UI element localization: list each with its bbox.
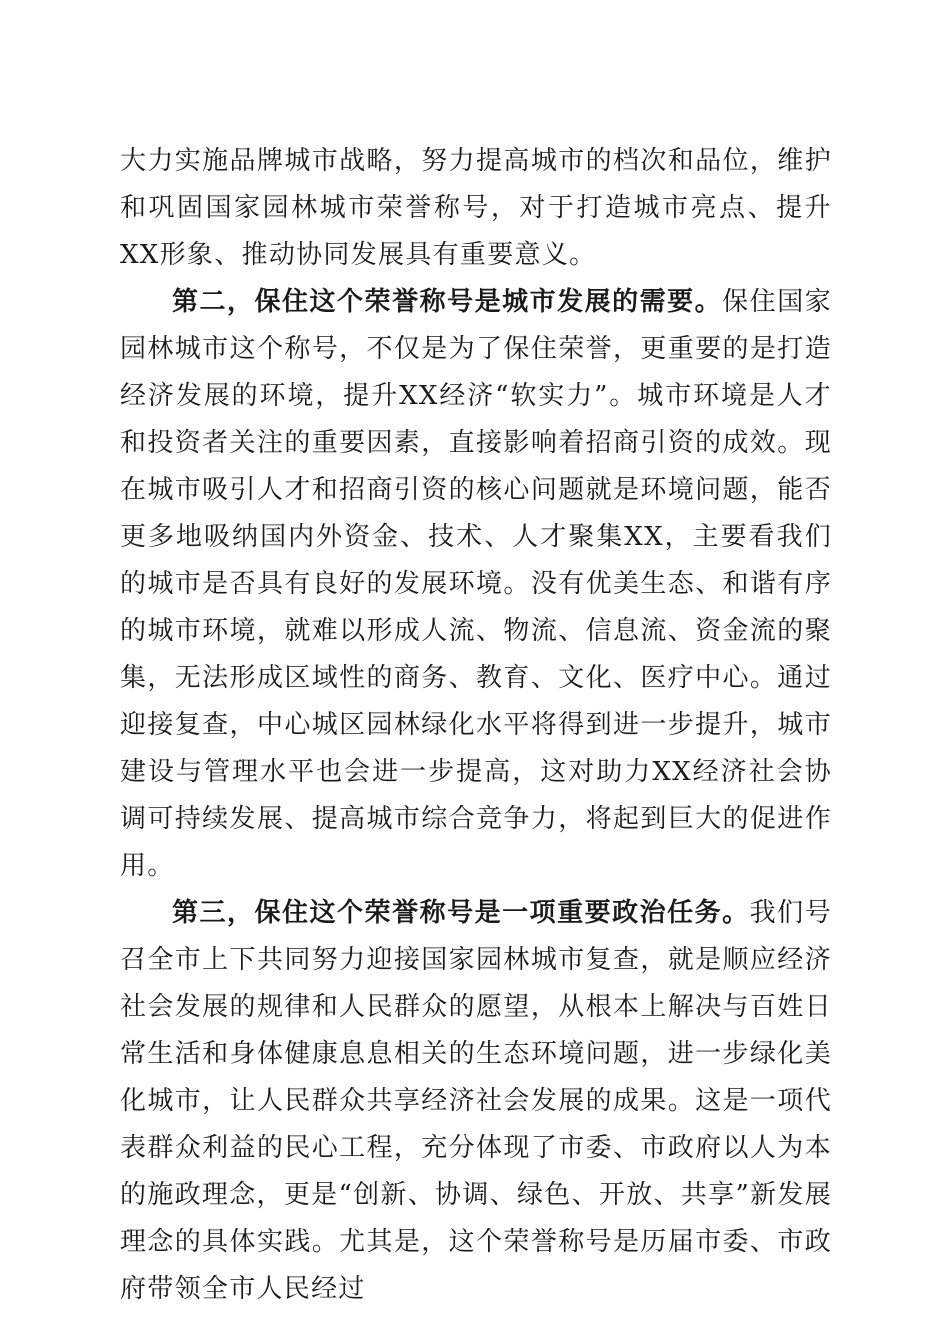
paragraph-3-text: 我们号召全市上下共同努力迎接国家园林城市复查，就是顺应经济社会发展的规律和人民群众的愿望，从根本上解决与百姓日常生活和身体健康息息相关的生态环境问题，进一步绿化美化城市，让人民群众共享经济社会发展的成果。这是一项代表群众利益的民心工程，充分体现了市委、市政府以人为本的施政理念，更是“创新、协调、绿色、开放、共享”新发展理念的具体实践。尤其是，这个荣誉称号是历届市委、市政府带领全市人民经过 <box>120 898 832 1304</box>
paragraph-1-text: 大力实施品牌城市战略，努力提高城市的档次和品位，维护和巩固国家园林城市荣誉称号，对于打造城市亮点、提升XX形象、推动协同发展具有重要意义。 <box>120 146 832 270</box>
paragraph-2-text: 保住国家园林城市这个称号，不仅是为了保住荣誉，更重要的是打造经济发展的环境，提升XX经济“软实力”。城市环境是人才和投资者关注的重要因素，直接影响着招商引资的成效。现在城市吸引人才和招商引资的核心问题就是环境问题，能否更多地吸纳国内外资金、技术、人才聚集XX，主要看我们的城市是否具有良好的发展环境。没有优美生态、和谐有序的城市环境，就难以形成人流、物流、信息流、资金流的聚集，无法形成区域性的商务、教育、文化、医疗中心。通过迎接复查，中心城区园林绿化水平将得到进一步提升，城市建设与管理水平也会进一步提高，这对助力XX经济社会协调可持续发展、提高城市综合竞争力，将起到巨大的促进作用。 <box>120 287 832 881</box>
paragraph-2-lead: 第二，保住这个荣誉称号是城市发展的需要。 <box>172 287 723 317</box>
paragraph-3-lead: 第三，保住这个荣誉称号是一项重要政治任务。 <box>172 898 750 928</box>
paragraph-1 <box>120 138 832 279</box>
body-text <box>120 138 832 1313</box>
paragraph-3 <box>120 890 832 1313</box>
paragraph-2 <box>120 279 832 890</box>
